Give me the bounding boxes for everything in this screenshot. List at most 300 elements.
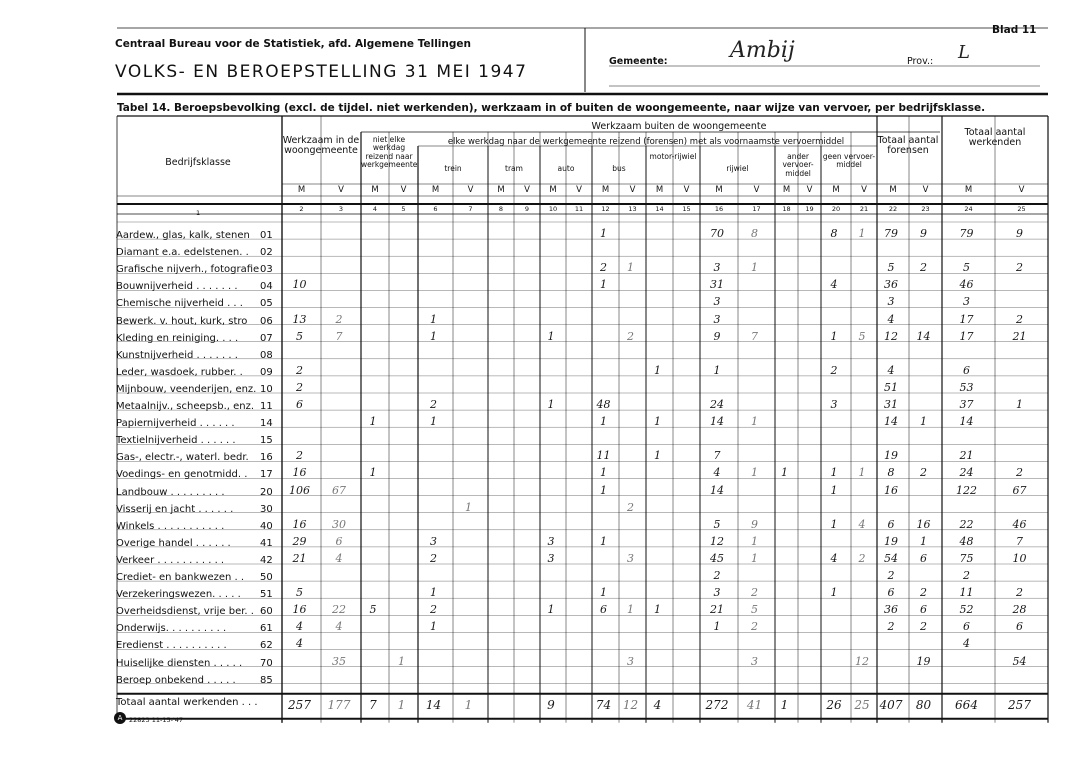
- handwritten-entry: 3: [751, 654, 758, 668]
- handwritten-entry: 2: [1016, 466, 1023, 480]
- handwritten-entry: 52: [959, 603, 974, 617]
- row-label: [116, 435, 278, 446]
- row-label-text: Metaalnijv., scheepsb., enz.: [116, 401, 255, 412]
- row-label-text: Bouwnijverheid . . . . . . .: [116, 281, 238, 293]
- handwritten-entry: 12: [710, 534, 724, 548]
- row-code: 10: [260, 383, 273, 395]
- handwritten-entry: 16: [292, 466, 307, 480]
- handwritten-entry: 19: [884, 449, 898, 463]
- row-code: 17: [260, 469, 273, 481]
- mode-header-andervervoermiddel: ander vervoer-middel: [782, 152, 814, 178]
- m-header: M: [889, 185, 897, 195]
- row-label-text: Landbouw . . . . . . . . .: [116, 486, 225, 498]
- handwritten-entry: 1: [781, 466, 788, 480]
- handwritten-entry: 8: [751, 227, 758, 240]
- handwritten-entry: 1: [600, 227, 607, 240]
- total-entry: 1: [464, 697, 473, 712]
- handwritten-entry: 2: [713, 569, 721, 582]
- v-header: V: [524, 185, 530, 195]
- handwritten-entry: 2: [430, 398, 437, 411]
- row-label: [116, 538, 278, 549]
- handwritten-entry: 1: [430, 415, 437, 429]
- handwritten-entry: 5: [296, 586, 303, 600]
- handwritten-entry: 1: [627, 261, 634, 275]
- handwritten-entry: 1: [369, 466, 377, 480]
- column-number: 10: [548, 205, 558, 213]
- mode-header-bus: bus: [612, 164, 626, 173]
- handwritten-entry: 16: [916, 517, 931, 531]
- row-label: [116, 384, 278, 395]
- row-code: 02: [260, 247, 273, 259]
- row-label: [116, 333, 278, 344]
- handwritten-entry: 79: [959, 227, 974, 240]
- handwritten-entry: 3: [713, 261, 721, 275]
- handwritten-entry: 48: [596, 398, 611, 411]
- handwritten-entry: 1: [751, 415, 758, 429]
- column-number: 16: [714, 205, 724, 213]
- row-label: [116, 452, 278, 463]
- handwritten-entry: 1: [430, 586, 437, 600]
- handwritten-entry: 2: [887, 569, 895, 582]
- column-number: 7: [468, 205, 473, 213]
- handwritten-entry: 14: [884, 415, 898, 429]
- row-label: [116, 487, 278, 498]
- handwritten-entry: 9: [713, 329, 721, 343]
- handwritten-entry: 1: [654, 603, 661, 617]
- row-label: [116, 521, 278, 532]
- row-code: 11: [260, 401, 273, 412]
- handwritten-entry: 1: [830, 586, 838, 600]
- handwritten-entry: 16: [292, 603, 307, 617]
- handwritten-entry: 30: [332, 517, 346, 531]
- handwritten-entry: 11: [596, 449, 611, 463]
- m-header: M: [497, 185, 505, 195]
- handwritten-entry: 1: [654, 449, 661, 463]
- column-number: 11: [574, 205, 584, 213]
- handwritten-entry: 1: [830, 483, 838, 497]
- column-number: 6: [433, 205, 438, 213]
- handwritten-entry: 1: [547, 603, 555, 617]
- row-label-text: Bewerk. v. hout, kurk, stro: [116, 315, 248, 327]
- handwritten-entry: 14: [916, 329, 931, 343]
- column-number: 15: [682, 205, 691, 213]
- row-label: [116, 350, 278, 361]
- handwritten-entry: 4: [830, 551, 838, 565]
- row-code: 61: [260, 623, 273, 635]
- total-entry: 7: [369, 697, 377, 712]
- handwritten-entry: 3: [547, 551, 555, 565]
- handwritten-entry: 37: [959, 398, 974, 411]
- total-entry: 12: [622, 697, 639, 712]
- handwritten-entry: 3: [830, 398, 838, 411]
- handwritten-entry: 4: [887, 363, 895, 377]
- handwritten-entry: 3: [963, 295, 970, 309]
- handwritten-entry: 2: [1016, 261, 1023, 275]
- handwritten-entry: 1: [751, 466, 758, 480]
- handwritten-entry: 1: [430, 620, 437, 634]
- handwritten-entry: 28: [1012, 603, 1027, 617]
- sheet-number: Blad 11: [992, 24, 1037, 36]
- handwritten-entry: 4: [713, 466, 721, 480]
- handwritten-entry: 2: [963, 569, 970, 582]
- row-label-text: Kunstnijverheid . . . . . . .: [116, 349, 238, 361]
- handwritten-entry: 4: [335, 620, 343, 634]
- row-label: [116, 623, 278, 634]
- handwritten-entry: 5: [296, 329, 303, 343]
- handwritten-entry: 12: [855, 654, 869, 668]
- row-label-text: Verzekeringswezen. . . . .: [116, 589, 241, 601]
- handwritten-entry: 2: [600, 261, 607, 275]
- row-label: [116, 264, 278, 275]
- row-label-text: Leder, wasdoek, rubber. .: [116, 366, 243, 378]
- mode-header-auto: auto: [557, 164, 575, 173]
- row-code: 03: [260, 264, 273, 276]
- handwritten-entry: 75: [959, 551, 974, 565]
- handwritten-entry: 1: [430, 312, 437, 326]
- column-number: 4: [372, 205, 378, 213]
- handwritten-entry: 1: [600, 586, 607, 600]
- row-label: [116, 367, 278, 378]
- total-row-label: Totaal aantal werkenden . . .: [116, 697, 258, 708]
- handwritten-entry: 6: [963, 620, 970, 634]
- handwritten-entry: 7: [713, 449, 721, 463]
- row-label: [116, 606, 278, 617]
- handwritten-entry: 1: [654, 415, 661, 429]
- handwritten-entry: 2: [296, 363, 303, 377]
- v-header: V: [400, 185, 407, 195]
- handwritten-entry: 1: [600, 415, 607, 429]
- handwritten-entry: 4: [296, 620, 303, 634]
- row-label-text: Eredienst . . . . . . . . . .: [116, 640, 227, 652]
- total-workers-header: Totaal aantal werkenden: [964, 127, 1026, 149]
- m-header: M: [549, 185, 557, 195]
- handwritten-entry: 1: [920, 534, 927, 548]
- handwritten-entry: 6: [920, 551, 927, 565]
- handwritten-entry: 1: [713, 620, 721, 634]
- handwritten-entry: 9: [920, 227, 927, 240]
- column-number: 2: [299, 205, 304, 213]
- handwritten-entry: 36: [884, 278, 898, 292]
- handwritten-entry: 6: [963, 363, 970, 377]
- total-entry: 80: [915, 697, 932, 712]
- total-entry: 177: [327, 697, 351, 712]
- row-label-text: Overheidsdienst, vrije ber. .: [116, 606, 254, 618]
- handwritten-entry: 12: [884, 329, 898, 343]
- handwritten-entry: 2: [296, 380, 303, 394]
- row-label-text: Textielnijverheid . . . . . .: [116, 435, 236, 447]
- row-code: 40: [260, 520, 273, 532]
- handwritten-entry: 7: [1016, 534, 1023, 548]
- row-label: [116, 247, 278, 258]
- handwritten-entry: 45: [710, 551, 724, 565]
- class-header: Bedrijfsklasse: [165, 157, 231, 168]
- handwritten-entry: 4: [963, 637, 970, 651]
- handwritten-entry: 2: [920, 586, 927, 600]
- handwritten-entry: 1: [600, 483, 607, 497]
- handwritten-entry: 1: [369, 415, 377, 429]
- v-header: V: [683, 185, 690, 195]
- row-label-text: Verkeer . . . . . . . . . . .: [116, 554, 225, 566]
- m-header: M: [431, 185, 440, 195]
- handwritten-entry: 5: [369, 603, 377, 617]
- row-label-text: Aardew., glas, kalk, stenen: [116, 230, 250, 241]
- handwritten-entry: 7: [751, 329, 758, 343]
- handwritten-entry: 21: [959, 449, 974, 463]
- daily-header: elke werkdag naar de werkgemeente reizend (forensen) met als voornaamste vervoermiddel: [447, 137, 845, 147]
- handwritten-entry: 1: [600, 534, 607, 548]
- handwritten-entry: 17: [959, 312, 974, 326]
- row-label: [116, 298, 278, 309]
- handwritten-entry: 10: [1012, 551, 1027, 565]
- row-code: 62: [260, 640, 273, 652]
- handwritten-entry: 1: [830, 466, 838, 480]
- handwritten-entry: 5: [858, 329, 866, 343]
- row-code: 41: [260, 537, 273, 549]
- handwritten-entry: 67: [1012, 483, 1027, 497]
- handwritten-entry: 2: [858, 551, 866, 565]
- handwritten-entry: 2: [430, 551, 437, 565]
- total-entry: 9: [547, 697, 555, 712]
- handwritten-entry: 1: [751, 534, 758, 548]
- handwritten-entry: 2: [887, 620, 895, 634]
- province-label: Prov.:: [907, 56, 934, 67]
- handwritten-entry: 1: [858, 466, 866, 480]
- handwritten-entry: 24: [959, 466, 974, 480]
- handwritten-entry: 16: [292, 517, 307, 531]
- column-number: 21: [859, 205, 869, 213]
- handwritten-entry: 2: [920, 261, 927, 275]
- handwritten-entry: 31: [710, 278, 724, 292]
- mode-header-trein: trein: [444, 164, 462, 173]
- handwritten-entry: 21: [710, 603, 724, 617]
- handwritten-entry: 1: [430, 329, 437, 343]
- row-label: [116, 469, 278, 480]
- v-header: V: [806, 185, 813, 195]
- row-label-text: Papiernijverheid . . . . . .: [116, 418, 235, 430]
- column-number: 12: [601, 205, 610, 213]
- municipality-value: Ambij: [730, 38, 795, 63]
- mode-header-tram: tram: [505, 164, 523, 173]
- handwritten-entry: 8: [830, 227, 838, 240]
- m-header: M: [601, 185, 610, 195]
- handwritten-entry: 106: [289, 483, 310, 497]
- handwritten-entry: 3: [627, 654, 634, 668]
- handwritten-entry: 5: [963, 261, 970, 275]
- v-header: V: [629, 185, 636, 195]
- not-daily-header: niet elke werkdag reizend naar werkgemeente: [361, 135, 418, 169]
- m-header: M: [964, 185, 973, 195]
- handwritten-entry: 51: [884, 380, 898, 394]
- row-code: 60: [260, 606, 273, 618]
- total-commuters-header: Totaal aantal forensen: [877, 135, 939, 157]
- total-entry: 257: [288, 697, 311, 712]
- handwritten-entry: 6: [600, 603, 607, 617]
- handwritten-entry: 2: [296, 449, 303, 463]
- row-label: [116, 230, 278, 241]
- handwritten-entry: 1: [751, 551, 758, 565]
- handwritten-entry: 2: [1016, 586, 1023, 600]
- total-entry: 74: [595, 697, 612, 712]
- handwritten-entry: 1: [713, 363, 721, 377]
- row-code: 07: [260, 332, 273, 344]
- handwritten-entry: 1: [600, 278, 607, 292]
- handwritten-entry: 53: [959, 380, 974, 394]
- handwritten-entry: 9: [1016, 227, 1023, 240]
- total-entry: 664: [955, 697, 978, 712]
- handwritten-entry: 1: [830, 329, 838, 343]
- class-column-number: 1: [196, 209, 201, 217]
- handwritten-entry: 3: [547, 534, 555, 548]
- row-label-text: Beroep onbekend . . . . .: [116, 674, 236, 686]
- row-code: 06: [260, 315, 273, 327]
- home-header: Werkzaam in de woongemeente: [282, 135, 360, 157]
- handwritten-entry: 3: [887, 295, 895, 309]
- m-header: M: [655, 185, 664, 195]
- handwritten-entry: 2: [920, 466, 927, 480]
- total-entry: 257: [1008, 697, 1031, 712]
- v-header: V: [861, 185, 867, 195]
- handwritten-entry: 4: [887, 312, 895, 326]
- printer-logo-icon: A: [114, 712, 126, 724]
- handwritten-entry: 2: [751, 586, 758, 600]
- handwritten-entry: 1: [547, 398, 555, 411]
- handwritten-entry: 3: [713, 295, 721, 309]
- row-code: 08: [260, 349, 273, 361]
- handwritten-entry: 2: [830, 363, 838, 377]
- row-code: 20: [260, 486, 273, 498]
- handwritten-entry: 16: [884, 483, 898, 497]
- handwritten-entry: 7: [335, 329, 343, 343]
- handwritten-entry: 3: [627, 551, 634, 565]
- total-entry: 41: [746, 697, 763, 712]
- row-label-text: Diamant e.a. edelstenen. .: [116, 247, 249, 259]
- handwritten-entry: 17: [959, 329, 974, 343]
- handwritten-entry: 122: [956, 483, 977, 497]
- handwritten-entry: 54: [1012, 654, 1027, 668]
- column-number: 22: [888, 205, 898, 213]
- total-entry: 272: [705, 697, 729, 712]
- row-code: 14: [260, 418, 273, 430]
- handwritten-entry: 13: [292, 312, 307, 326]
- handwritten-entry: 1: [920, 415, 927, 429]
- handwritten-entry: 29: [292, 534, 307, 548]
- handwritten-entry: 14: [710, 415, 724, 429]
- v-header: V: [576, 185, 582, 195]
- total-entry: 1: [397, 697, 406, 712]
- row-code: 15: [260, 435, 273, 447]
- handwritten-entry: 1: [830, 517, 838, 531]
- handwritten-entry: 3: [713, 312, 721, 326]
- handwritten-entry: 3: [713, 586, 721, 600]
- mode-header-motorrijwiel: motor-rijwiel: [649, 152, 697, 161]
- handwritten-entry: 48: [959, 534, 974, 548]
- total-entry: 407: [879, 697, 903, 712]
- row-label-text: Winkels . . . . . . . . . . .: [116, 520, 225, 532]
- row-label: [116, 418, 278, 429]
- row-code: 05: [260, 298, 273, 310]
- v-header: V: [1018, 185, 1025, 195]
- handwritten-entry: 31: [884, 398, 898, 411]
- table-title: Tabel 14. Beroepsbevolking (excl. de tijdel. niet werkenden), werkzaam in of buiten de woongemeente, naar wijze van vervoer, per bedrijfsklasse.: [117, 102, 986, 114]
- row-label: [116, 572, 278, 583]
- row-label-text: Grafische nijverh., fotografie: [116, 264, 260, 276]
- row-label: [116, 640, 278, 651]
- handwritten-entry: 14: [959, 415, 974, 429]
- column-number: 9: [524, 205, 530, 213]
- row-label-text: Voedings- en genotmidd. .: [116, 469, 248, 481]
- row-label: [116, 281, 278, 292]
- column-number: 18: [782, 205, 791, 213]
- v-header: V: [467, 185, 474, 195]
- row-code: 04: [260, 281, 273, 293]
- handwritten-entry: 6: [335, 534, 343, 548]
- m-header: M: [715, 185, 723, 195]
- handwritten-entry: 2: [430, 603, 437, 617]
- total-entry: 1: [780, 697, 789, 712]
- total-entry: 4: [653, 697, 662, 712]
- row-code: 09: [260, 366, 273, 378]
- province-value: L: [958, 42, 970, 63]
- row-code: 42: [260, 554, 273, 566]
- column-number: 5: [401, 205, 406, 213]
- row-code: 85: [260, 674, 273, 686]
- form-title: VOLKS- EN BEROEPSTELLING 31 MEI 1947: [115, 62, 528, 82]
- handwritten-entry: 70: [710, 227, 724, 240]
- m-header: M: [832, 185, 840, 195]
- m-header: M: [371, 185, 379, 195]
- handwritten-entry: 2: [627, 329, 634, 343]
- mode-header-geenvervoermiddel: geen vervoer-middel: [822, 152, 876, 170]
- row-code: 51: [260, 589, 273, 601]
- v-header: V: [338, 185, 344, 195]
- column-number: 13: [628, 205, 637, 213]
- municipality-label: Gemeente:: [609, 56, 668, 67]
- handwritten-entry: 35: [332, 654, 346, 668]
- row-label-text: Chemische nijverheid . . .: [116, 298, 243, 310]
- handwritten-entry: 5: [887, 261, 895, 275]
- handwritten-entry: 1: [547, 329, 555, 343]
- column-number: 20: [831, 205, 841, 213]
- row-label-text: Crediet- en bankwezen . .: [116, 572, 245, 583]
- handwritten-entry: 21: [292, 551, 307, 565]
- handwritten-entry: 1: [751, 261, 758, 275]
- handwritten-entry: 4: [830, 278, 838, 292]
- column-number: 24: [964, 205, 973, 213]
- handwritten-entry: 2: [1016, 312, 1023, 326]
- handwritten-entry: 1: [1016, 398, 1023, 411]
- row-label: [116, 589, 278, 600]
- total-entry: 26: [826, 697, 842, 712]
- row-label-text: Onderwijs. . . . . . . . . .: [116, 623, 227, 635]
- handwritten-entry: 1: [627, 603, 634, 617]
- print-code: 22823 11-15-'47: [129, 716, 184, 724]
- row-label: [116, 316, 278, 327]
- handwritten-entry: 6: [887, 517, 895, 531]
- handwritten-entry: 2: [335, 312, 343, 326]
- handwritten-entry: 1: [600, 466, 607, 480]
- column-number: 8: [498, 205, 504, 213]
- column-number: 14: [655, 205, 664, 213]
- handwritten-entry: 6: [887, 586, 895, 600]
- v-header: V: [753, 185, 760, 195]
- organisation-name: Centraal Bureau voor de Statistiek, afd. Algemene Tellingen: [115, 38, 471, 50]
- column-number: 17: [752, 205, 761, 213]
- handwritten-entry: 4: [335, 551, 343, 565]
- row-code: 50: [260, 572, 273, 583]
- handwritten-entry: 21: [1012, 329, 1027, 343]
- row-label: [116, 658, 278, 669]
- handwritten-entry: 79: [884, 227, 898, 240]
